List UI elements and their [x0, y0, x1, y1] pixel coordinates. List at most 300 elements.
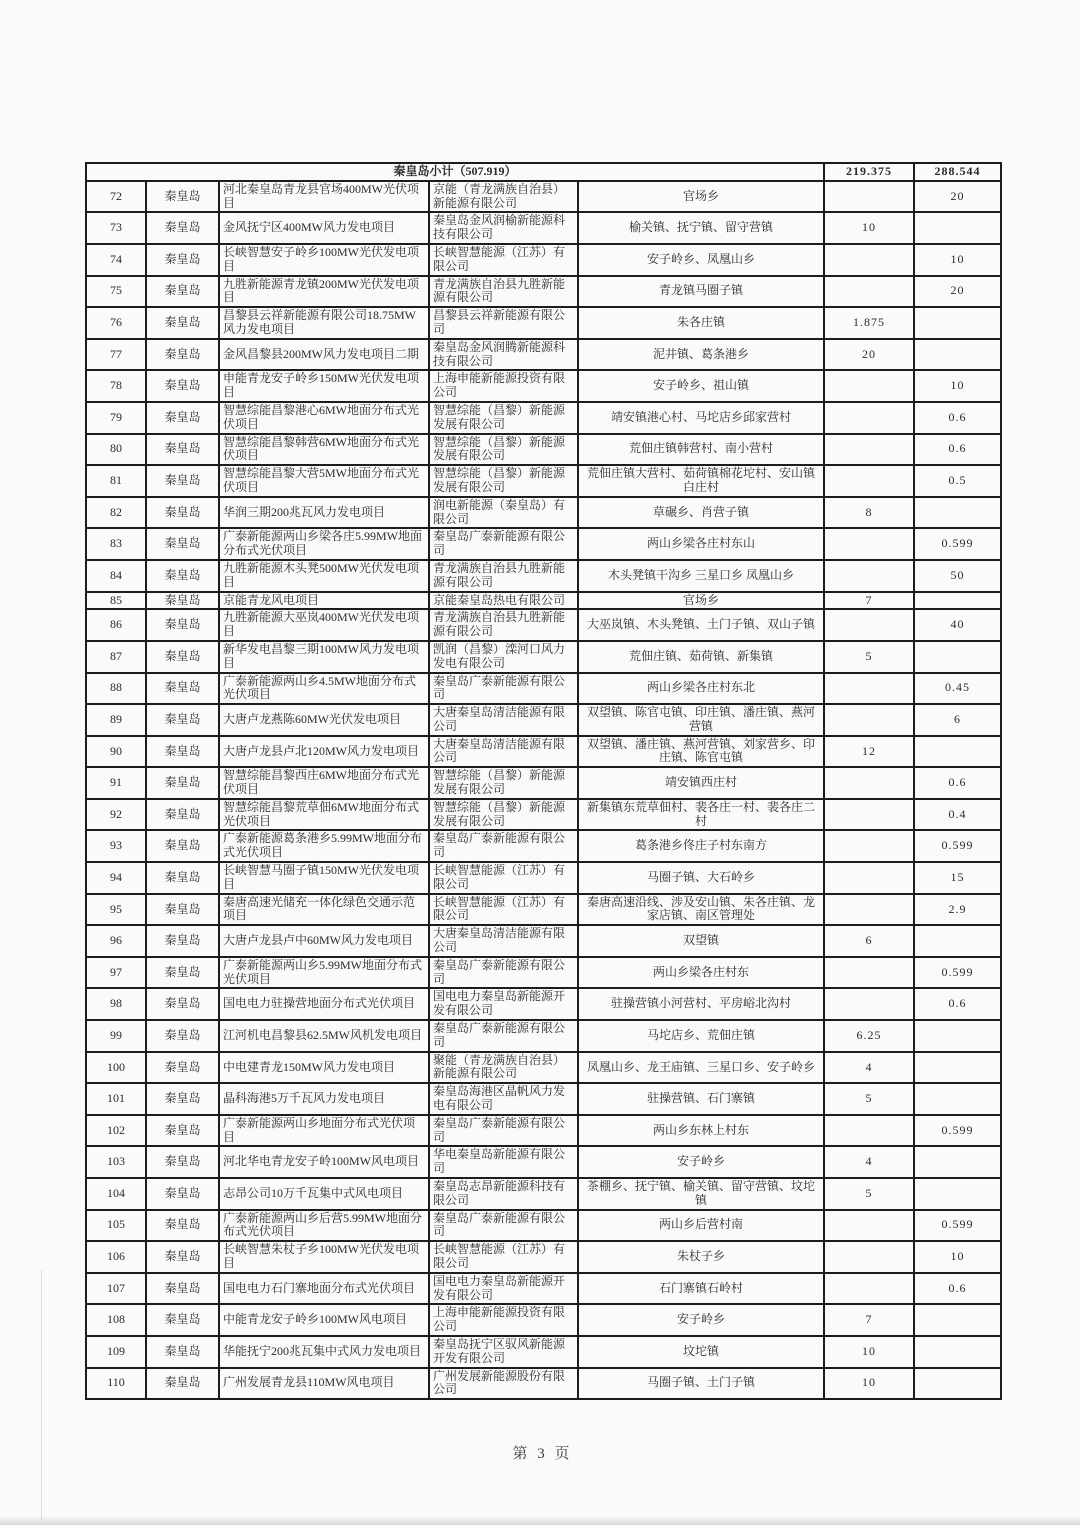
- table-row: [86, 736, 1001, 768]
- region-cell: 秦皇岛: [146, 1273, 219, 1305]
- row-number-cell: 90: [86, 736, 146, 768]
- value2-cell: [914, 1020, 1001, 1052]
- value1-cell: 7: [824, 1304, 914, 1336]
- row-number-cell: 72: [86, 181, 146, 213]
- region-cell: 秦皇岛: [146, 925, 219, 957]
- project-name-cell: 智慧综能昌黎港心6MW地面分布式光伏项目: [219, 402, 429, 434]
- region-cell: 秦皇岛: [146, 1052, 219, 1084]
- row-number-cell: 99: [86, 1020, 146, 1052]
- townships-cell: 安子岭乡: [578, 1304, 824, 1336]
- table-row: [86, 402, 1001, 434]
- row-number-cell: 80: [86, 434, 146, 466]
- company-cell: 长峡智慧能源（江苏）有限公司: [429, 244, 578, 276]
- value1-cell: [824, 465, 914, 497]
- company-cell: 智慧综能（昌黎）新能源发展有限公司: [429, 767, 578, 799]
- table-row: [86, 609, 1001, 641]
- value1-cell: [824, 402, 914, 434]
- row-number-cell: 97: [86, 957, 146, 989]
- region-cell: 秦皇岛: [146, 497, 219, 529]
- row-number-cell: 95: [86, 894, 146, 926]
- company-cell: 国电电力秦皇岛新能源开发有限公司: [429, 1273, 578, 1305]
- region-cell: 秦皇岛: [146, 1146, 219, 1178]
- project-name-cell: 智慧综能昌黎韩营6MW地面分布式光伏项目: [219, 434, 429, 466]
- value1-cell: [824, 894, 914, 926]
- table-row: [86, 1336, 1001, 1368]
- value2-cell: 0.6: [914, 988, 1001, 1020]
- townships-cell: 两山乡东林上村东: [578, 1115, 824, 1147]
- project-name-cell: 国电电力驻操营地面分布式光伏项目: [219, 988, 429, 1020]
- value1-cell: [824, 244, 914, 276]
- value2-cell: [914, 1052, 1001, 1084]
- value1-cell: [824, 1273, 914, 1305]
- table-row: [86, 1304, 1001, 1336]
- value2-cell: [914, 736, 1001, 768]
- region-cell: 秦皇岛: [146, 609, 219, 641]
- company-cell: 凯润（昌黎）滦河口风力发电有限公司: [429, 641, 578, 673]
- value2-cell: 0.599: [914, 830, 1001, 862]
- townships-cell: 安子岭乡、凤凰山乡: [578, 244, 824, 276]
- company-cell: 长峡智慧能源（江苏）有限公司: [429, 1241, 578, 1273]
- region-cell: 秦皇岛: [146, 736, 219, 768]
- company-cell: 京能秦皇岛热电有限公司: [429, 592, 578, 610]
- townships-cell: 草碾乡、肖营子镇: [578, 497, 824, 529]
- row-number-cell: 74: [86, 244, 146, 276]
- value1-cell: 8: [824, 497, 914, 529]
- townships-cell: 两山乡梁各庄村东北: [578, 673, 824, 705]
- townships-cell: 坟坨镇: [578, 1336, 824, 1368]
- value1-cell: 10: [824, 1368, 914, 1400]
- value2-cell: 0.6: [914, 434, 1001, 466]
- project-name-cell: 金风昌黎县200MW风力发电项目二期: [219, 339, 429, 371]
- townships-cell: 茶棚乡、抚宁镇、榆关镇、留守营镇、坟坨镇: [578, 1178, 824, 1210]
- row-number-cell: 109: [86, 1336, 146, 1368]
- townships-cell: 双望镇、陈官屯镇、印庄镇、潘庄镇、燕河营镇: [578, 704, 824, 736]
- row-number-cell: 107: [86, 1273, 146, 1305]
- table-row: [86, 1210, 1001, 1242]
- townships-cell: 木头凳镇干沟乡 三星口乡 凤凰山乡: [578, 560, 824, 592]
- value1-cell: [824, 1115, 914, 1147]
- row-number-cell: 87: [86, 641, 146, 673]
- row-number-cell: 103: [86, 1146, 146, 1178]
- region-cell: 秦皇岛: [146, 641, 219, 673]
- company-cell: 青龙满族自治县九胜新能源有限公司: [429, 560, 578, 592]
- value1-cell: 5: [824, 1178, 914, 1210]
- value1-cell: [824, 609, 914, 641]
- townships-cell: 安子岭乡: [578, 1146, 824, 1178]
- company-cell: 智慧综能（昌黎）新能源发展有限公司: [429, 434, 578, 466]
- company-cell: 秦皇岛广泰新能源有限公司: [429, 830, 578, 862]
- row-number-cell: 79: [86, 402, 146, 434]
- project-name-cell: 智慧综能昌黎荒草佃6MW地面分布式光伏项目: [219, 799, 429, 831]
- company-cell: 秦皇岛海港区晶帆风力发电有限公司: [429, 1083, 578, 1115]
- region-cell: 秦皇岛: [146, 560, 219, 592]
- value2-cell: 0.6: [914, 1273, 1001, 1305]
- project-name-cell: 河北华电青龙安子岭100MW风电项目: [219, 1146, 429, 1178]
- row-number-cell: 94: [86, 862, 146, 894]
- table-row: [86, 339, 1001, 371]
- townships-cell: 荒佃庄镇韩营村、南小营村: [578, 434, 824, 466]
- project-name-cell: 江河机电昌黎县62.5MW风机发电项目: [219, 1020, 429, 1052]
- townships-cell: 马坨店乡、荒佃庄镇: [578, 1020, 824, 1052]
- row-number-cell: 73: [86, 212, 146, 244]
- company-cell: 长峡智慧能源（江苏）有限公司: [429, 862, 578, 894]
- value2-cell: 20: [914, 276, 1001, 308]
- value2-cell: 0.6: [914, 767, 1001, 799]
- value2-cell: [914, 1304, 1001, 1336]
- value2-cell: 0.599: [914, 1210, 1001, 1242]
- value1-cell: [824, 862, 914, 894]
- value2-cell: [914, 1368, 1001, 1400]
- project-name-cell: 昌黎县云祥新能源有限公司18.75MW风力发电项目: [219, 307, 429, 339]
- value2-cell: [914, 307, 1001, 339]
- townships-cell: 马圈子镇、大石岭乡: [578, 862, 824, 894]
- region-cell: 秦皇岛: [146, 673, 219, 705]
- townships-cell: 泥井镇、葛条港乡: [578, 339, 824, 371]
- region-cell: 秦皇岛: [146, 1304, 219, 1336]
- project-name-cell: 广泰新能源两山乡梁各庄5.99MW地面分布式光伏项目: [219, 528, 429, 560]
- table-row: [86, 465, 1001, 497]
- company-cell: 秦皇岛抚宁区驭风新能源开发有限公司: [429, 1336, 578, 1368]
- region-cell: 秦皇岛: [146, 1368, 219, 1400]
- townships-cell: 安子岭乡、祖山镇: [578, 370, 824, 402]
- region-cell: 秦皇岛: [146, 276, 219, 308]
- value2-cell: 0.6: [914, 402, 1001, 434]
- project-name-cell: 申能青龙安子岭乡150MW光伏发电项目: [219, 370, 429, 402]
- row-number-cell: 81: [86, 465, 146, 497]
- company-cell: 秦皇岛广泰新能源有限公司: [429, 1210, 578, 1242]
- project-name-cell: 京能青龙风电项目: [219, 592, 429, 610]
- project-name-cell: 九胜新能源木头凳500MW光伏发电项目: [219, 560, 429, 592]
- region-cell: 秦皇岛: [146, 799, 219, 831]
- value2-cell: 50: [914, 560, 1001, 592]
- company-cell: 秦皇岛广泰新能源有限公司: [429, 957, 578, 989]
- project-name-cell: 九胜新能源青龙镇200MW光伏发电项目: [219, 276, 429, 308]
- table-row: [86, 988, 1001, 1020]
- table-row: [86, 1273, 1001, 1305]
- townships-cell: 葛条港乡佟庄子村东南方: [578, 830, 824, 862]
- value2-cell: [914, 1083, 1001, 1115]
- table-row: [86, 1178, 1001, 1210]
- table-row: [86, 1146, 1001, 1178]
- project-name-cell: 长峡智慧安子岭乡100MW光伏发电项目: [219, 244, 429, 276]
- table-row: [86, 1020, 1001, 1052]
- table-row: [86, 276, 1001, 308]
- value1-cell: [824, 560, 914, 592]
- table-row: [86, 528, 1001, 560]
- projects-table: [85, 162, 1002, 1400]
- value2-cell: 0.599: [914, 1115, 1001, 1147]
- table-row: [86, 673, 1001, 705]
- project-name-cell: 河北秦皇岛青龙县官场400MW光伏项目: [219, 181, 429, 213]
- value1-cell: [824, 988, 914, 1020]
- row-number-cell: 85: [86, 592, 146, 610]
- region-cell: 秦皇岛: [146, 957, 219, 989]
- project-name-cell: 长峡智慧马圈子镇150MW光伏发电项目: [219, 862, 429, 894]
- townships-cell: 双望镇、潘庄镇、燕河营镇、刘家营乡、印庄镇、陈官屯镇: [578, 736, 824, 768]
- project-name-cell: 广州发展青龙县110MW风电项目: [219, 1368, 429, 1400]
- value2-cell: 2.9: [914, 894, 1001, 926]
- value1-cell: 7: [824, 592, 914, 610]
- company-cell: 青龙满族自治县九胜新能源有限公司: [429, 609, 578, 641]
- table-row: [86, 1083, 1001, 1115]
- row-number-cell: 106: [86, 1241, 146, 1273]
- value2-cell: 20: [914, 181, 1001, 213]
- region-cell: 秦皇岛: [146, 402, 219, 434]
- value2-cell: 15: [914, 862, 1001, 894]
- company-cell: 长峡智慧能源（江苏）有限公司: [429, 894, 578, 926]
- townships-cell: 石门寨镇石岭村: [578, 1273, 824, 1305]
- row-number-cell: 105: [86, 1210, 146, 1242]
- project-name-cell: 大唐卢龙县卢中60MW风力发电项目: [219, 925, 429, 957]
- subtotal-value1: 219.375: [824, 163, 914, 181]
- value2-cell: [914, 1336, 1001, 1368]
- company-cell: 秦皇岛金风润腾新能源科技有限公司: [429, 339, 578, 371]
- value1-cell: 10: [824, 1336, 914, 1368]
- company-cell: 大唐秦皇岛清洁能源有限公司: [429, 704, 578, 736]
- project-name-cell: 金风抚宁区400MW风力发电项目: [219, 212, 429, 244]
- table-row: [86, 212, 1001, 244]
- townships-cell: 两山乡梁各庄村东: [578, 957, 824, 989]
- row-number-cell: 86: [86, 609, 146, 641]
- project-name-cell: 大唐卢龙县卢北120MW风力发电项目: [219, 736, 429, 768]
- project-name-cell: 智慧综能昌黎大营5MW地面分布式光伏项目: [219, 465, 429, 497]
- row-number-cell: 93: [86, 830, 146, 862]
- townships-cell: 大巫岚镇、木头凳镇、土门子镇、双山子镇: [578, 609, 824, 641]
- company-cell: 秦皇岛志昂新能源科技有限公司: [429, 1178, 578, 1210]
- table-row: [86, 307, 1001, 339]
- project-name-cell: 新华发电昌黎三期100MW风力发电项目: [219, 641, 429, 673]
- project-name-cell: 广泰新能源两山乡后营5.99MW地面分布式光伏项目: [219, 1210, 429, 1242]
- value1-cell: [824, 370, 914, 402]
- company-cell: 华电秦皇岛新能源有限公司: [429, 1146, 578, 1178]
- row-number-cell: 82: [86, 497, 146, 529]
- company-cell: 秦皇岛广泰新能源有限公司: [429, 1020, 578, 1052]
- row-number-cell: 88: [86, 673, 146, 705]
- value2-cell: 0.5: [914, 465, 1001, 497]
- table-row: [86, 830, 1001, 862]
- region-cell: 秦皇岛: [146, 988, 219, 1020]
- value2-cell: 10: [914, 370, 1001, 402]
- value1-cell: 1.875: [824, 307, 914, 339]
- table-row: [86, 434, 1001, 466]
- region-cell: 秦皇岛: [146, 1020, 219, 1052]
- townships-cell: 荒佃庄镇、茹荷镇、新集镇: [578, 641, 824, 673]
- company-cell: 大唐秦皇岛清洁能源有限公司: [429, 925, 578, 957]
- value2-cell: 0.599: [914, 528, 1001, 560]
- company-cell: 广州发展新能源股份有限公司: [429, 1368, 578, 1400]
- townships-cell: 新集镇东荒草佃村、裴各庄一村、裴各庄二村: [578, 799, 824, 831]
- townships-cell: 驻操营镇、石门寨镇: [578, 1083, 824, 1115]
- company-cell: 青龙满族自治县九胜新能源有限公司: [429, 276, 578, 308]
- value1-cell: 5: [824, 1083, 914, 1115]
- value2-cell: [914, 212, 1001, 244]
- value1-cell: 5: [824, 641, 914, 673]
- region-cell: 秦皇岛: [146, 1083, 219, 1115]
- company-cell: 智慧综能（昌黎）新能源发展有限公司: [429, 402, 578, 434]
- row-number-cell: 77: [86, 339, 146, 371]
- region-cell: 秦皇岛: [146, 370, 219, 402]
- townships-cell: 靖安镇港心村、马坨店乡邱家营村: [578, 402, 824, 434]
- row-number-cell: 91: [86, 767, 146, 799]
- table-body: [86, 163, 1001, 1399]
- region-cell: 秦皇岛: [146, 862, 219, 894]
- value1-cell: [824, 704, 914, 736]
- project-name-cell: 国电电力石门寨地面分布式光伏项目: [219, 1273, 429, 1305]
- company-cell: 秦皇岛广泰新能源有限公司: [429, 528, 578, 560]
- project-name-cell: 九胜新能源大巫岚400MW光伏发电项目: [219, 609, 429, 641]
- townships-cell: 荒佃庄镇大营村、茹荷镇棉花坨村、安山镇白庄村: [578, 465, 824, 497]
- townships-cell: 榆关镇、抚宁镇、留守营镇: [578, 212, 824, 244]
- project-name-cell: 晶科海港5万千瓦风力发电项目: [219, 1083, 429, 1115]
- region-cell: 秦皇岛: [146, 1115, 219, 1147]
- row-number-cell: 92: [86, 799, 146, 831]
- value1-cell: [824, 1210, 914, 1242]
- value2-cell: [914, 925, 1001, 957]
- value1-cell: [824, 673, 914, 705]
- company-cell: 国电电力秦皇岛新能源开发有限公司: [429, 988, 578, 1020]
- region-cell: 秦皇岛: [146, 434, 219, 466]
- value2-cell: 6: [914, 704, 1001, 736]
- company-cell: 京能（青龙满族自治县）新能源有限公司: [429, 181, 578, 213]
- townships-cell: 朱杖子乡: [578, 1241, 824, 1273]
- value1-cell: 4: [824, 1052, 914, 1084]
- region-cell: 秦皇岛: [146, 181, 219, 213]
- value1-cell: 20: [824, 339, 914, 371]
- value2-cell: [914, 1178, 1001, 1210]
- row-number-cell: 96: [86, 925, 146, 957]
- table-row: [86, 244, 1001, 276]
- table-row: [86, 1052, 1001, 1084]
- region-cell: 秦皇岛: [146, 465, 219, 497]
- row-number-cell: 83: [86, 528, 146, 560]
- row-number-cell: 84: [86, 560, 146, 592]
- subtotal-row: [86, 163, 1001, 181]
- scan-bottom-edge: [0, 1516, 1080, 1525]
- row-number-cell: 75: [86, 276, 146, 308]
- table-area: [85, 162, 1000, 1463]
- region-cell: 秦皇岛: [146, 894, 219, 926]
- townships-cell: 两山乡后营村南: [578, 1210, 824, 1242]
- company-cell: 润电新能源（秦皇岛）有限公司: [429, 497, 578, 529]
- region-cell: 秦皇岛: [146, 307, 219, 339]
- table-row: [86, 704, 1001, 736]
- value2-cell: [914, 339, 1001, 371]
- value2-cell: 0.4: [914, 799, 1001, 831]
- region-cell: 秦皇岛: [146, 592, 219, 610]
- table-row: [86, 592, 1001, 610]
- row-number-cell: 98: [86, 988, 146, 1020]
- table-row: [86, 181, 1001, 213]
- region-cell: 秦皇岛: [146, 830, 219, 862]
- subtotal-label: 秦皇岛小计（507.919）: [86, 163, 824, 181]
- value1-cell: 6.25: [824, 1020, 914, 1052]
- value1-cell: [824, 1241, 914, 1273]
- company-cell: 大唐秦皇岛清洁能源有限公司: [429, 736, 578, 768]
- value1-cell: [824, 957, 914, 989]
- value2-cell: [914, 497, 1001, 529]
- table-row: [86, 497, 1001, 529]
- table-row: [86, 560, 1001, 592]
- table-row: [86, 799, 1001, 831]
- townships-cell: 秦唐高速沿线、涉及安山镇、朱各庄镇、龙家店镇、南区管理处: [578, 894, 824, 926]
- page-number-footer: 第 3 页: [512, 1446, 573, 1463]
- region-cell: 秦皇岛: [146, 1241, 219, 1273]
- value1-cell: [824, 767, 914, 799]
- company-cell: 昌黎县云祥新能源有限公司: [429, 307, 578, 339]
- row-number-cell: 76: [86, 307, 146, 339]
- project-name-cell: 秦唐高速光储充一体化绿色交通示范项目: [219, 894, 429, 926]
- region-cell: 秦皇岛: [146, 1178, 219, 1210]
- project-name-cell: 广泰新能源两山乡地面分布式光伏项目: [219, 1115, 429, 1147]
- company-cell: 智慧综能（昌黎）新能源发展有限公司: [429, 799, 578, 831]
- table-row: [86, 370, 1001, 402]
- value2-cell: 0.45: [914, 673, 1001, 705]
- value1-cell: 6: [824, 925, 914, 957]
- row-number-cell: 89: [86, 704, 146, 736]
- subtotal-value2: 288.544: [914, 163, 1001, 181]
- table-row: [86, 894, 1001, 926]
- value2-cell: [914, 592, 1001, 610]
- townships-cell: 靖安镇西庄村: [578, 767, 824, 799]
- row-number-cell: 78: [86, 370, 146, 402]
- project-name-cell: 志昂公司10万千瓦集中式风电项目: [219, 1178, 429, 1210]
- project-name-cell: 长峡智慧朱杖子乡100MW光伏发电项目: [219, 1241, 429, 1273]
- table-row: [86, 957, 1001, 989]
- townships-cell: 官场乡: [578, 181, 824, 213]
- townships-cell: 凤凰山乡、龙王庙镇、三星口乡、安子岭乡: [578, 1052, 824, 1084]
- project-name-cell: 中能青龙安子岭乡100MW风电项目: [219, 1304, 429, 1336]
- townships-cell: 朱各庄镇: [578, 307, 824, 339]
- table-row: [86, 1241, 1001, 1273]
- value2-cell: 0.599: [914, 957, 1001, 989]
- project-name-cell: 华润三期200兆瓦风力发电项目: [219, 497, 429, 529]
- value2-cell: 40: [914, 609, 1001, 641]
- table-row: [86, 767, 1001, 799]
- project-name-cell: 广泰新能源葛条港乡5.99MW地面分布式光伏项目: [219, 830, 429, 862]
- row-number-cell: 110: [86, 1368, 146, 1400]
- company-cell: 聚能（青龙满族自治县）新能源有限公司: [429, 1052, 578, 1084]
- project-name-cell: 广泰新能源两山乡5.99MW地面分布式光伏项目: [219, 957, 429, 989]
- row-number-cell: 104: [86, 1178, 146, 1210]
- value2-cell: [914, 641, 1001, 673]
- row-number-cell: 101: [86, 1083, 146, 1115]
- value1-cell: [824, 434, 914, 466]
- row-number-cell: 102: [86, 1115, 146, 1147]
- scan-artifact-line: [41, 1270, 42, 1520]
- townships-cell: 两山乡梁各庄村东山: [578, 528, 824, 560]
- table-row: [86, 1115, 1001, 1147]
- value1-cell: [824, 799, 914, 831]
- table-row: [86, 641, 1001, 673]
- region-cell: 秦皇岛: [146, 1210, 219, 1242]
- row-number-cell: 108: [86, 1304, 146, 1336]
- project-name-cell: 智慧综能昌黎西庄6MW地面分布式光伏项目: [219, 767, 429, 799]
- region-cell: 秦皇岛: [146, 528, 219, 560]
- value1-cell: 4: [824, 1146, 914, 1178]
- townships-cell: 马圈子镇、土门子镇: [578, 1368, 824, 1400]
- region-cell: 秦皇岛: [146, 704, 219, 736]
- company-cell: 秦皇岛金风润榆新能源科技有限公司: [429, 212, 578, 244]
- townships-cell: 青龙镇马圈子镇: [578, 276, 824, 308]
- project-name-cell: 中电建青龙150MW风力发电项目: [219, 1052, 429, 1084]
- project-name-cell: 大唐卢龙燕陈60MW光伏发电项目: [219, 704, 429, 736]
- townships-cell: 双望镇: [578, 925, 824, 957]
- region-cell: 秦皇岛: [146, 1336, 219, 1368]
- value1-cell: [824, 276, 914, 308]
- company-cell: 秦皇岛广泰新能源有限公司: [429, 1115, 578, 1147]
- region-cell: 秦皇岛: [146, 767, 219, 799]
- region-cell: 秦皇岛: [146, 244, 219, 276]
